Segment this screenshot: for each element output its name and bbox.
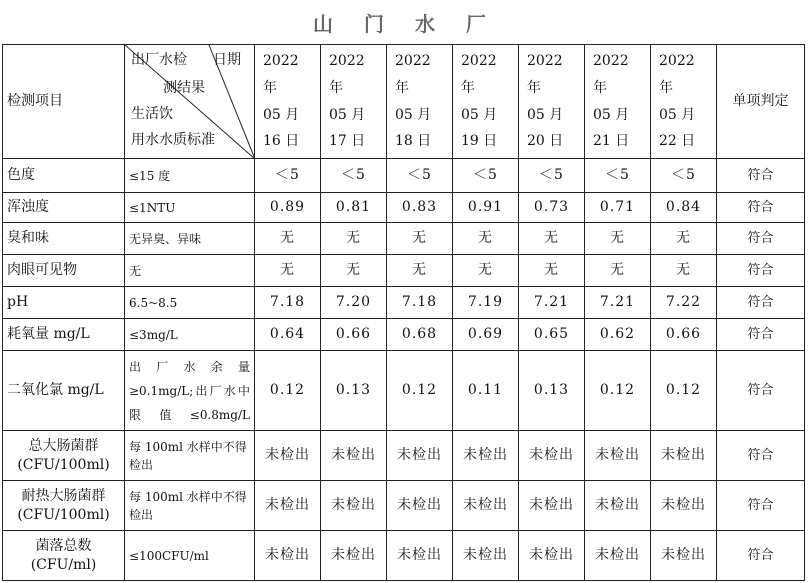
- standard-cell: 无异臭、异味: [125, 223, 255, 255]
- result-cell: 7.19: [453, 287, 519, 319]
- result-cell: 0.83: [387, 193, 453, 223]
- result-cell: 0.71: [585, 193, 651, 223]
- result-cell: 0.89: [255, 193, 321, 223]
- result-cell: 7.20: [321, 287, 387, 319]
- result-cell: 未检出: [519, 531, 585, 581]
- table-row: [3, 159, 805, 193]
- result-cell: ＜5: [255, 159, 321, 193]
- diag-label-bottom-2: 用水水质标准: [131, 132, 215, 148]
- date-cell: 2022 年 05 月 19 日: [453, 45, 519, 159]
- result-cell: 0.66: [321, 319, 387, 351]
- result-cell: 无: [651, 223, 717, 255]
- result-cell: 无: [255, 223, 321, 255]
- result-cell: 未检出: [651, 431, 717, 481]
- verdict-cell: 符合: [717, 481, 805, 531]
- result-cell: ＜5: [651, 159, 717, 193]
- verdict-cell: 符合: [717, 287, 805, 319]
- verdict-cell: 符合: [717, 193, 805, 223]
- result-cell: 无: [585, 255, 651, 287]
- result-cell: 0.12: [585, 351, 651, 431]
- table-row: [3, 319, 805, 351]
- result-cell: ＜5: [387, 159, 453, 193]
- item-cell: 菌落总数 (CFU/ml): [3, 531, 125, 581]
- result-cell: 未检出: [321, 431, 387, 481]
- result-cell: 0.73: [519, 193, 585, 223]
- result-cell: 未检出: [453, 481, 519, 531]
- result-cell: 0.81: [321, 193, 387, 223]
- result-cell: 未检出: [255, 431, 321, 481]
- result-cell: 0.12: [651, 351, 717, 431]
- item-cell: 耐热大肠菌群 (CFU/100ml): [3, 481, 125, 531]
- result-cell: 未检出: [585, 481, 651, 531]
- verdict-cell: 符合: [717, 431, 805, 481]
- header-diagonal-cell: [125, 45, 255, 159]
- diag-label-mid: 测结果: [163, 80, 205, 96]
- result-cell: 0.65: [519, 319, 585, 351]
- result-cell: 未检出: [519, 481, 585, 531]
- result-cell: 0.62: [585, 319, 651, 351]
- result-cell: ＜5: [585, 159, 651, 193]
- standard-cell: 6.5~8.5: [125, 287, 255, 319]
- table-row: [3, 351, 805, 431]
- result-cell: 无: [321, 223, 387, 255]
- table-row: [3, 287, 805, 319]
- result-cell: 0.12: [255, 351, 321, 431]
- result-cell: 未检出: [453, 531, 519, 581]
- result-cell: 7.21: [585, 287, 651, 319]
- verdict-cell: 符合: [717, 159, 805, 193]
- result-cell: ＜5: [453, 159, 519, 193]
- item-cell: 总大肠菌群 (CFU/100ml): [3, 431, 125, 481]
- result-cell: 无: [387, 255, 453, 287]
- result-cell: 无: [519, 223, 585, 255]
- standard-cell: ≤3mg/L: [125, 319, 255, 351]
- result-cell: 无: [321, 255, 387, 287]
- table-row: [3, 193, 805, 223]
- standard-cell: ≤15 度: [125, 159, 255, 193]
- header-verdict-cell: 单项判定: [717, 45, 805, 159]
- diag-label-top-right: 日期: [213, 52, 241, 68]
- result-cell: 未检出: [651, 481, 717, 531]
- result-cell: 0.13: [321, 351, 387, 431]
- table-row: [3, 223, 805, 255]
- table-row: [3, 255, 805, 287]
- table-row: [3, 431, 805, 481]
- result-cell: 0.64: [255, 319, 321, 351]
- item-cell: 浑浊度: [3, 193, 125, 223]
- item-cell: 耗氧量 mg/L: [3, 319, 125, 351]
- standard-cell: 出厂水余量≥0.1mg/L;出厂水中限值≤0.8mg/L: [125, 351, 255, 431]
- standard-cell: 每 100ml 水样中不得检出: [125, 431, 255, 481]
- result-cell: 无: [453, 255, 519, 287]
- result-cell: 未检出: [585, 431, 651, 481]
- table-row: [3, 531, 805, 581]
- result-cell: 7.21: [519, 287, 585, 319]
- result-cell: 无: [387, 223, 453, 255]
- item-cell: 二氧化氯 mg/L: [3, 351, 125, 431]
- result-cell: 无: [255, 255, 321, 287]
- result-cell: 0.66: [651, 319, 717, 351]
- result-cell: ＜5: [321, 159, 387, 193]
- date-cell: 2022 年 05 月 16 日: [255, 45, 321, 159]
- result-cell: 未检出: [321, 481, 387, 531]
- verdict-cell: 符合: [717, 531, 805, 581]
- date-cell: 2022 年 05 月 18 日: [387, 45, 453, 159]
- result-cell: 未检出: [321, 531, 387, 581]
- result-cell: 无: [453, 223, 519, 255]
- result-cell: 未检出: [519, 431, 585, 481]
- result-cell: 7.22: [651, 287, 717, 319]
- diag-label-bottom-1: 生活饮: [131, 106, 173, 122]
- result-cell: 7.18: [387, 287, 453, 319]
- result-cell: 未检出: [651, 531, 717, 581]
- diag-label-top-left: 出厂水检: [131, 52, 187, 68]
- date-cell: 2022 年 05 月 20 日: [519, 45, 585, 159]
- result-cell: 0.91: [453, 193, 519, 223]
- result-cell: 0.84: [651, 193, 717, 223]
- standard-cell: ≤100CFU/ml: [125, 531, 255, 581]
- item-cell: pH: [3, 287, 125, 319]
- verdict-cell: 符合: [717, 351, 805, 431]
- standard-cell: 无: [125, 255, 255, 287]
- result-cell: 未检出: [387, 531, 453, 581]
- result-cell: 未检出: [387, 431, 453, 481]
- result-cell: 未检出: [255, 531, 321, 581]
- date-cell: 2022 年 05 月 17 日: [321, 45, 387, 159]
- header-row: [3, 45, 805, 159]
- date-cell: 2022 年 05 月 21 日: [585, 45, 651, 159]
- item-cell: 色度: [3, 159, 125, 193]
- result-cell: 未检出: [387, 481, 453, 531]
- result-cell: 未检出: [453, 431, 519, 481]
- header-item-cell: 检测项目: [3, 45, 125, 159]
- result-cell: 0.12: [387, 351, 453, 431]
- date-cell: 2022 年 05 月 22 日: [651, 45, 717, 159]
- standard-cell: ≤1NTU: [125, 193, 255, 223]
- result-cell: 7.18: [255, 287, 321, 319]
- result-cell: 无: [519, 255, 585, 287]
- result-cell: 未检出: [585, 531, 651, 581]
- item-cell: 臭和味: [3, 223, 125, 255]
- result-cell: 无: [651, 255, 717, 287]
- water-quality-table: [2, 44, 805, 581]
- result-cell: 0.11: [453, 351, 519, 431]
- verdict-cell: 符合: [717, 255, 805, 287]
- table-row: [3, 481, 805, 531]
- verdict-cell: 符合: [717, 223, 805, 255]
- result-cell: 0.13: [519, 351, 585, 431]
- result-cell: 0.68: [387, 319, 453, 351]
- verdict-cell: 符合: [717, 319, 805, 351]
- item-cell: 肉眼可见物: [3, 255, 125, 287]
- result-cell: ＜5: [519, 159, 585, 193]
- standard-cell: 每 100ml 水样中不得检出: [125, 481, 255, 531]
- result-cell: 未检出: [255, 481, 321, 531]
- page-title: 山 门 水 厂: [313, 12, 498, 36]
- result-cell: 0.69: [453, 319, 519, 351]
- result-cell: 无: [585, 223, 651, 255]
